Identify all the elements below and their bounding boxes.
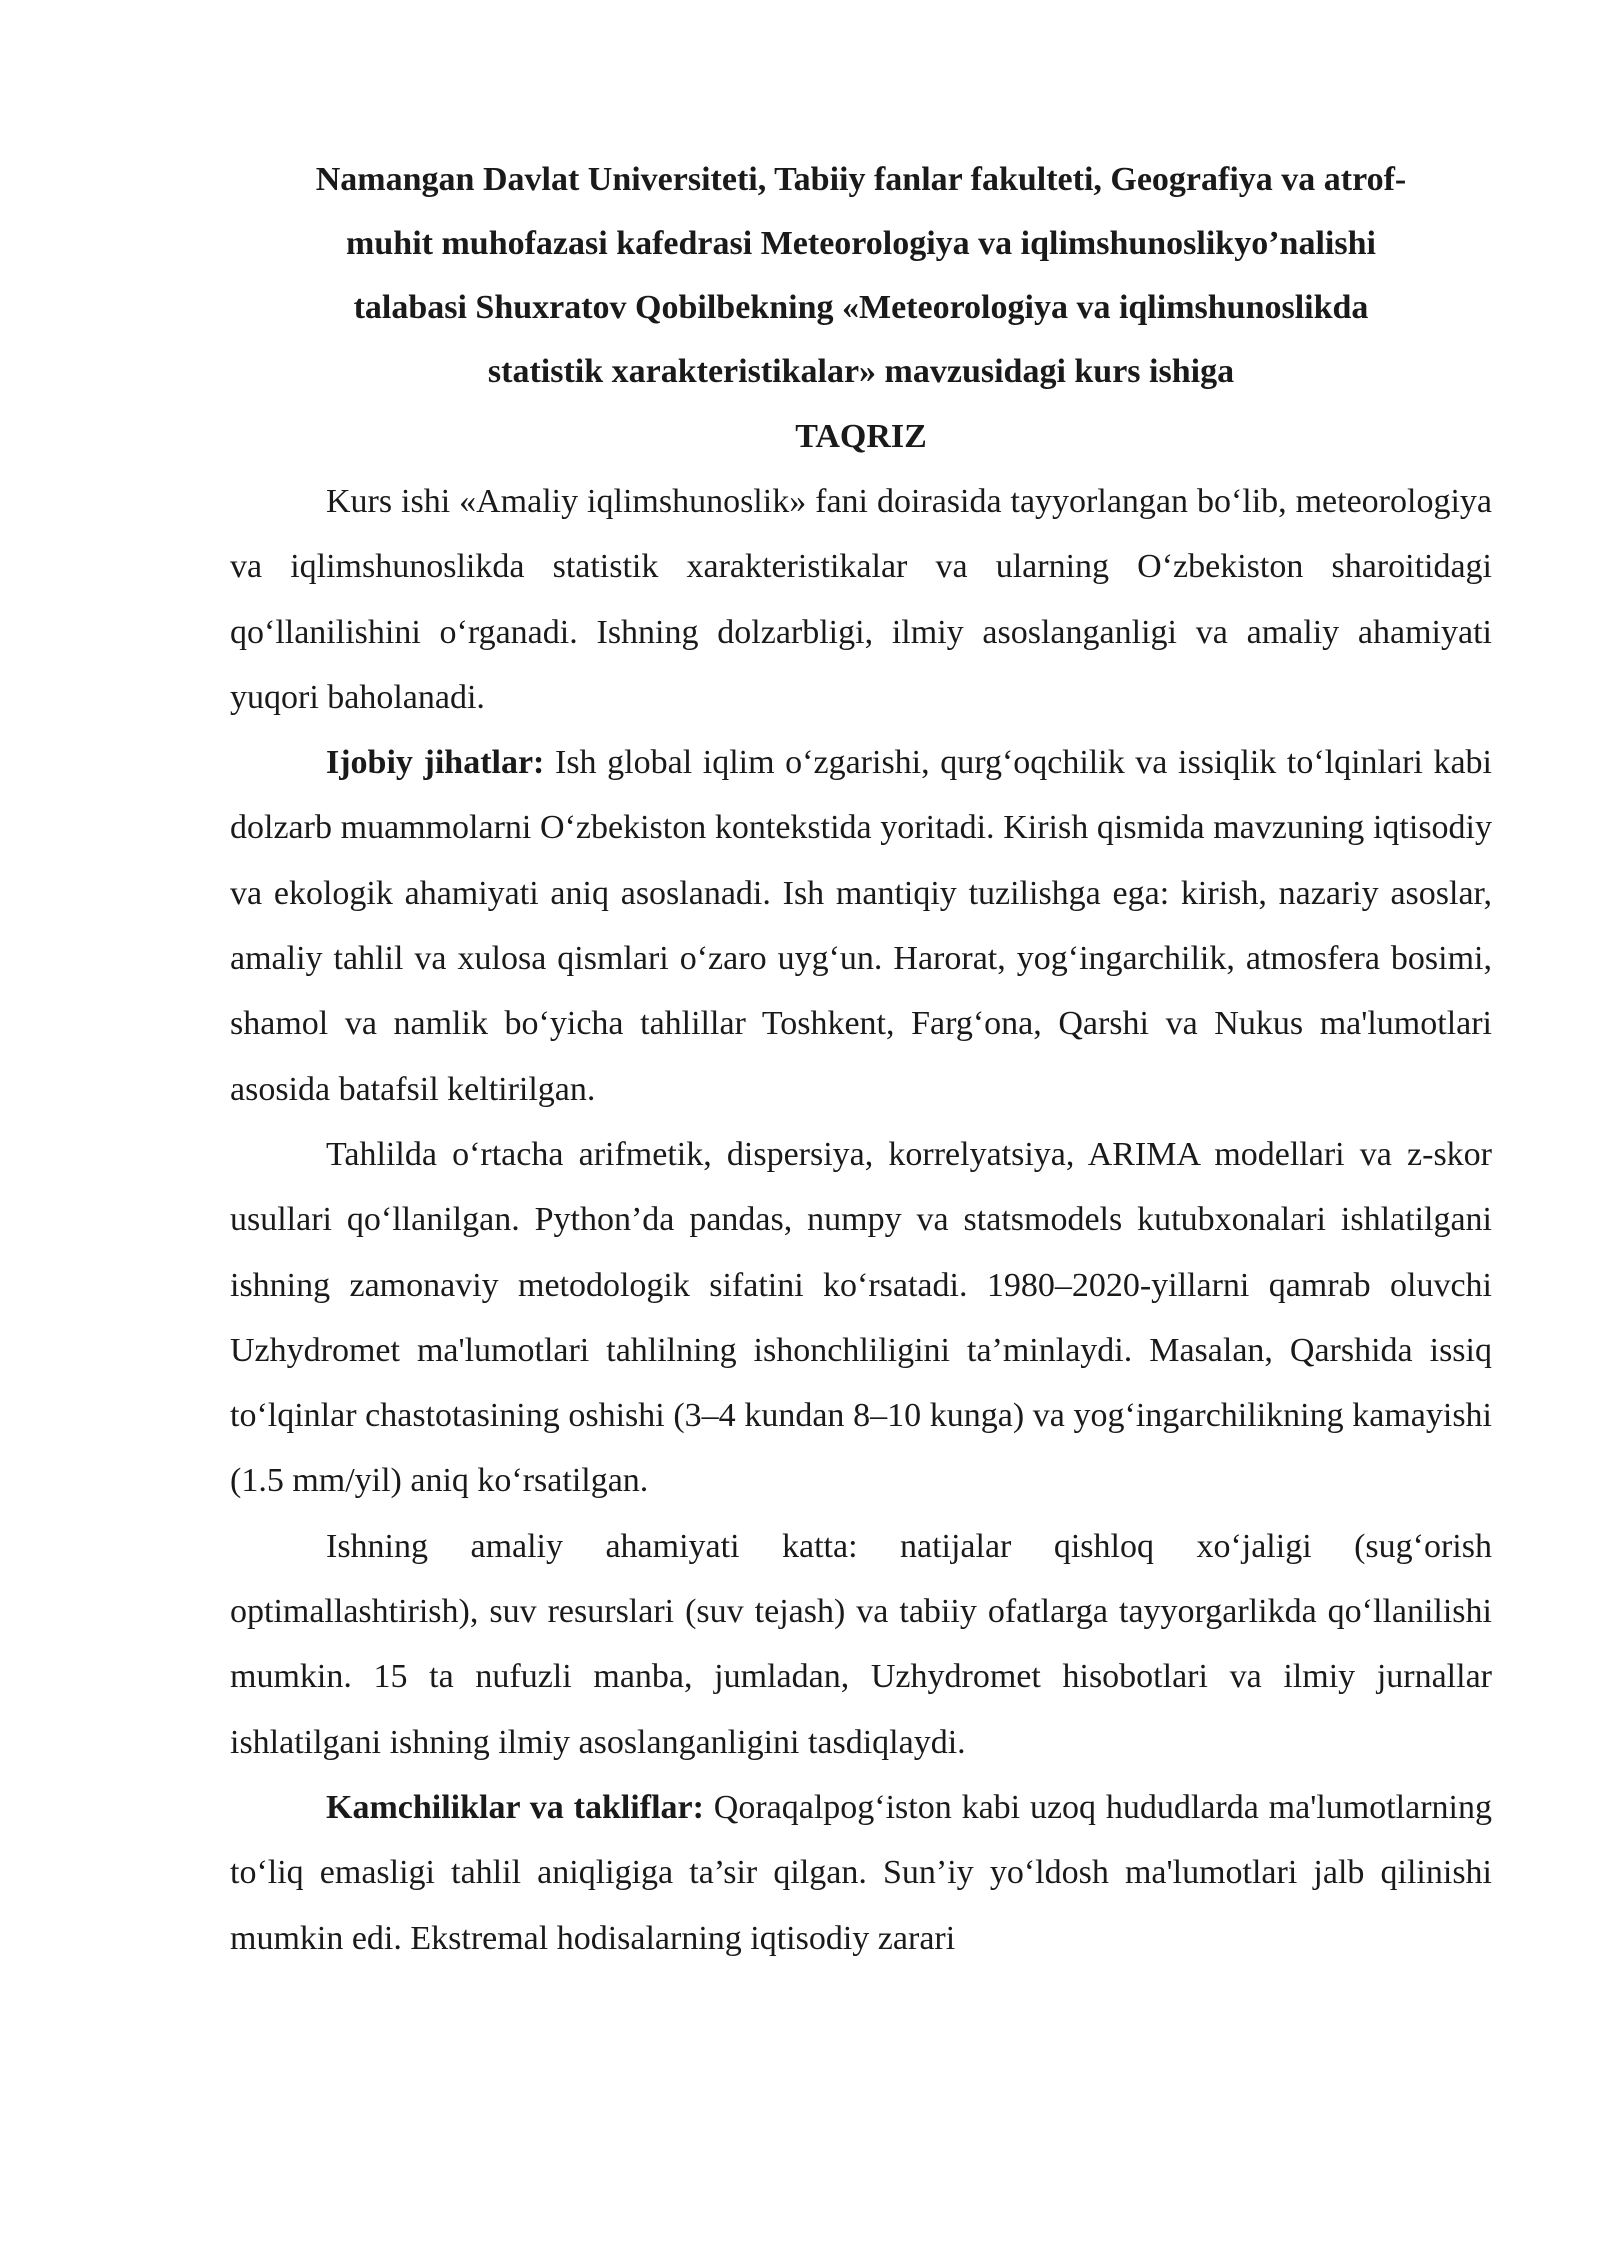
paragraph-positive-aspects xyxy=(230,730,1492,1122)
paragraph-methods xyxy=(230,1122,1492,1514)
heading-line-4: statistik xarakteristikalar» mavzusidagi kurs ishiga xyxy=(487,353,1235,390)
paragraph-label: Ijobiy jihatlar: xyxy=(326,744,545,782)
paragraph-practical-value xyxy=(230,1514,1492,1775)
paragraph-text: Kurs ishi «Amaliy iqlimshunoslik» fani doirasida tayyorlangan bo‘lib, meteorologiya va iqlimshunoslikda statistik xarakteristikalar va ularning O‘zbekiston sharoitidagi qo‘llanilishini o‘rganadi. Ishning dolzarbligi, ilmiy asoslanganligi va amaliy ahamiyati yuqori baholanadi. xyxy=(230,483,1492,716)
paragraph-text: Qoraqalpog‘iston kabi uzoq hududlarda ma'lumotlarning to‘liq emasligi tahlil aniqligiga ta’sir qilgan. Sun’iy yo‘ldosh ma'lumotlari jalb qilinishi mumkin edi. Ekstremal hodisalarning iqtisodiy zarari xyxy=(230,1788,1492,1957)
document-page xyxy=(230,148,1492,1971)
paragraph-text: Ishning amaliy ahamiyati katta: natijalar qishloq xo‘jaligi (sug‘orish optimallashtirish), suv resurslari (suv tejash) va tabiiy ofatlarga tayyorgarlikda qo‘llanilishi mumkin. 15 ta nufuzli manba, jumladan, Uzhydromet hisobotlari va ilmiy jurnallar ishlatilgani ishning ilmiy asoslanganligini tasdiqlaydi. xyxy=(230,1527,1492,1761)
paragraph-introduction xyxy=(230,469,1492,730)
heading-line-2: muhit muhofazasi kafedrasi Meteorologiya va iqlimshunoslikyo’nalishi xyxy=(346,225,1376,262)
document-heading xyxy=(230,148,1492,404)
paragraph-label: Kamchiliklar va takliflar: xyxy=(326,1788,704,1826)
heading-line-1: Namangan Davlat Universiteti, Tabiiy fanlar fakulteti, Geografiya va atrof- xyxy=(315,161,1407,198)
document-title: TAQRIZ xyxy=(795,418,927,455)
heading-line-3: talabasi Shuxratov Qobilbekning «Meteorologiya va iqlimshunoslikda xyxy=(353,289,1369,326)
paragraph-text: Ish global iqlim o‘zgarishi, qurg‘oqchilik va issiqlik to‘lqinlari kabi dolzarb muammolarni O‘zbekiston kontekstida yoritadi. Kirish qismida mavzuning iqtisodiy va ekologik ahamiyati aniq asoslanadi. Ish mantiqiy tuzilishga ega: kirish, nazariy asoslar, amaliy tahlil va xulosa qismlari o‘zaro uyg‘un. Harorat, yog‘ingarchilik, atmosfera bosimi, shamol va namlik bo‘yicha tahlillar Toshkent, Farg‘ona, Qarshi va Nukus ma'lumotlari asosida batafsil keltirilgan. xyxy=(230,744,1492,1108)
paragraph-shortcomings xyxy=(230,1775,1492,1971)
paragraph-text: Tahlilda o‘rtacha arifmetik, dispersiya, korrelyatsiya, ARIMA modellari va z-skor usullari qo‘llanilgan. Python’da pandas, numpy va statsmodels kutubxonalari ishlatilgani ishning zamonaviy metodologik sifatini ko‘rsatadi. 1980–2020-yillarni qamrab oluvchi Uzhydromet ma'lumotlari tahlilning ishonchliligini ta’minlaydi. Masalan, Qarshida issiq to‘lqinlar chastotasining oshishi (3–4 kundan 8–10 kunga) va yog‘ingarchilikning kamayishi (1.5 mm/yil) aniq ko‘rsatilgan. xyxy=(230,1135,1492,1500)
